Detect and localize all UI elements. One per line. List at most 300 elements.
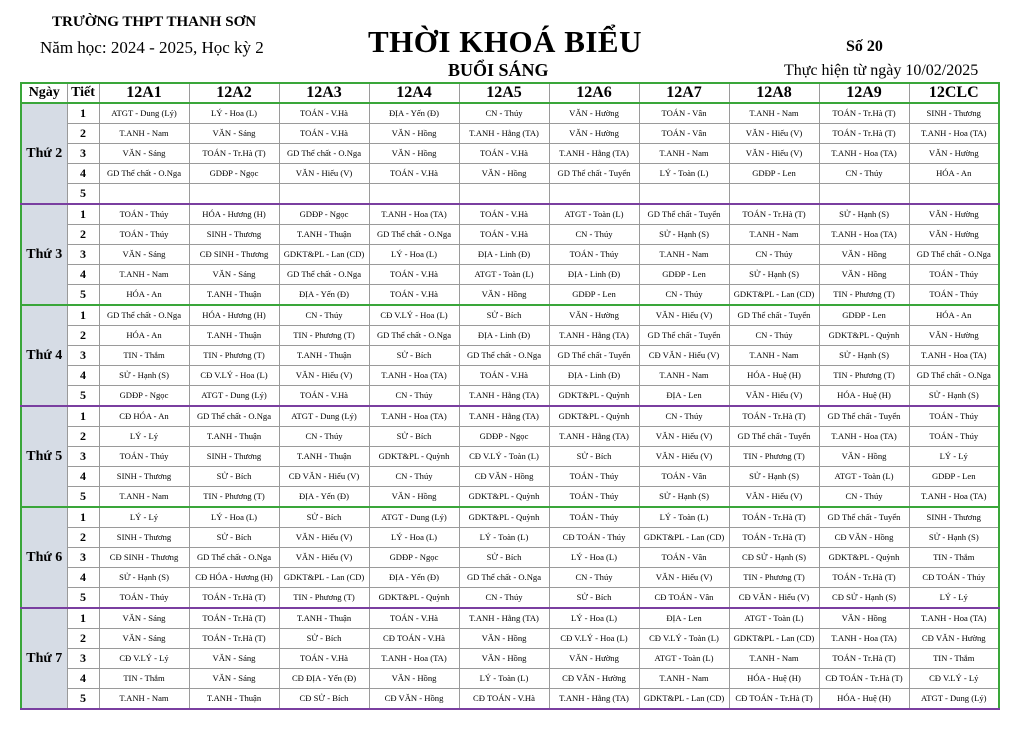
lesson-cell: LÝ - Lý: [909, 588, 999, 609]
period-number: 5: [67, 386, 99, 407]
lesson-cell: GD Thể chất - O.Nga: [459, 346, 549, 366]
lesson-cell: VĂN - Hồng: [459, 285, 549, 306]
lesson-cell: VĂN - Hiếu (V): [279, 548, 369, 568]
lesson-cell: CN - Thúy: [279, 305, 369, 326]
lesson-cell: T.ANH - Hoa (TA): [819, 225, 909, 245]
lesson-cell: T.ANH - Nam: [639, 144, 729, 164]
lesson-cell: LÝ - Lý: [99, 507, 189, 528]
period-number: 5: [67, 689, 99, 710]
lesson-cell: TOÁN - Thúy: [549, 507, 639, 528]
lesson-cell: GDĐP - Len: [549, 285, 639, 306]
lesson-cell: SỬ - Bích: [279, 629, 369, 649]
lesson-cell: TOÁN - Tr.Hà (T): [819, 103, 909, 124]
lesson-cell: T.ANH - Hoa (TA): [369, 366, 459, 386]
lesson-cell: VĂN - Hồng: [369, 144, 459, 164]
lesson-cell: TOÁN - V.Hà: [279, 649, 369, 669]
lesson-cell: SỬ - Bích: [459, 305, 549, 326]
lesson-cell: CĐ VĂN - Hồng: [459, 467, 549, 487]
lesson-cell: HÓA - An: [99, 326, 189, 346]
lesson-cell: GD Thể chất - O.Nga: [189, 406, 279, 427]
lesson-cell: LÝ - Hoa (L): [549, 608, 639, 629]
lesson-cell: GDĐP - Len: [729, 164, 819, 184]
lesson-cell: TOÁN - V.Hà: [459, 144, 549, 164]
period-number: 2: [67, 528, 99, 548]
lesson-cell: LÝ - Toàn (L): [639, 164, 729, 184]
day-label: Thứ 3: [21, 204, 67, 305]
lesson-cell: CĐ VĂN - Hường: [549, 669, 639, 689]
lesson-cell: CN - Thúy: [819, 487, 909, 508]
effective-date: Thực hiện từ ngày 10/02/2025: [784, 62, 979, 79]
lesson-cell: SINH - Thương: [909, 103, 999, 124]
lesson-cell: ĐỊA - Linh (Đ): [549, 366, 639, 386]
day-label: Thứ 5: [21, 406, 67, 507]
lesson-cell: T.ANH - Nam: [729, 346, 819, 366]
lesson-cell: CĐ V.LÝ - Hoa (L): [369, 305, 459, 326]
period-number: 3: [67, 548, 99, 568]
lesson-cell: T.ANH - Hoa (TA): [819, 427, 909, 447]
lesson-cell: SỬ - Bích: [279, 507, 369, 528]
lesson-cell: SỬ - Bích: [369, 346, 459, 366]
lesson-cell: ATGT - Toàn (L): [819, 467, 909, 487]
lesson-cell: SINH - Thương: [189, 225, 279, 245]
lesson-cell: T.ANH - Thuận: [279, 346, 369, 366]
lesson-cell: VĂN - Hiếu (V): [639, 447, 729, 467]
lesson-cell: ATGT - Dung (Lý): [909, 689, 999, 710]
lesson-cell: LÝ - Lý: [909, 447, 999, 467]
lesson-cell: TIN - Phương (T): [819, 285, 909, 306]
lesson-cell: T.ANH - Hoa (TA): [909, 124, 999, 144]
lesson-cell: T.ANH - Hằng (TA): [459, 608, 549, 629]
table-row: [21, 124, 999, 144]
page-title: THỜI KHOÁ BIỂU: [368, 24, 642, 59]
lesson-cell: CĐ ĐỊA - Yến (Đ): [279, 669, 369, 689]
period-number: 1: [67, 406, 99, 427]
timetable-header-row: [21, 83, 999, 103]
lesson-cell: CN - Thúy: [729, 245, 819, 265]
lesson-cell: T.ANH - Hằng (TA): [459, 406, 549, 427]
lesson-cell: TIN - Thắm: [909, 649, 999, 669]
lesson-cell: VĂN - Hiếu (V): [279, 366, 369, 386]
lesson-cell: VĂN - Hường: [909, 204, 999, 225]
lesson-cell: ATGT - Toàn (L): [459, 265, 549, 285]
table-row: [21, 164, 999, 184]
lesson-cell: TOÁN - V.Hà: [459, 225, 549, 245]
lesson-cell: TIN - Thắm: [99, 669, 189, 689]
lesson-cell: CĐ TOÁN - Thúy: [549, 528, 639, 548]
column-header-class: 12A7: [639, 83, 729, 103]
table-row: [21, 265, 999, 285]
table-row: [21, 467, 999, 487]
column-header-class: 12A2: [189, 83, 279, 103]
timetable-body: [21, 103, 999, 709]
lesson-cell: [459, 184, 549, 205]
lesson-cell: T.ANH - Nam: [729, 103, 819, 124]
lesson-cell: CĐ V.LÝ - Hoa (L): [189, 366, 279, 386]
lesson-cell: [729, 184, 819, 205]
lesson-cell: VĂN - Hồng: [459, 629, 549, 649]
lesson-cell: T.ANH - Hằng (TA): [549, 689, 639, 710]
lesson-cell: TOÁN - V.Hà: [369, 608, 459, 629]
lesson-cell: GDKT&PL - Lan (CD): [729, 629, 819, 649]
lesson-cell: CĐ VĂN - Hường: [909, 629, 999, 649]
lesson-cell: LÝ - Hoa (L): [189, 507, 279, 528]
lesson-cell: GDKT&PL - Quỳnh: [369, 588, 459, 609]
lesson-cell: VĂN - Sáng: [99, 629, 189, 649]
table-row: [21, 204, 999, 225]
lesson-cell: LÝ - Toàn (L): [459, 669, 549, 689]
column-header-period: Tiết: [67, 83, 99, 103]
lesson-cell: VĂN - Sáng: [189, 669, 279, 689]
lesson-cell: CN - Thúy: [459, 103, 549, 124]
period-number: 2: [67, 629, 99, 649]
lesson-cell: CĐ TOÁN - V.Hà: [369, 629, 459, 649]
lesson-cell: ATGT - Dung (Lý): [279, 406, 369, 427]
lesson-cell: TOÁN - Tr.Hà (T): [819, 568, 909, 588]
lesson-cell: VĂN - Hiếu (V): [279, 528, 369, 548]
lesson-cell: TOÁN - Thúy: [549, 487, 639, 508]
lesson-cell: TOÁN - Thúy: [99, 588, 189, 609]
lesson-cell: T.ANH - Nam: [99, 265, 189, 285]
lesson-cell: T.ANH - Hoa (TA): [909, 346, 999, 366]
lesson-cell: HÓA - Huệ (H): [729, 669, 819, 689]
lesson-cell: CN - Thúy: [639, 406, 729, 427]
lesson-cell: VĂN - Hồng: [819, 447, 909, 467]
lesson-cell: ĐỊA - Len: [639, 608, 729, 629]
lesson-cell: SỬ - Hạnh (S): [99, 568, 189, 588]
lesson-cell: VĂN - Sáng: [99, 144, 189, 164]
lesson-cell: GD Thể chất - Tuyển: [819, 507, 909, 528]
lesson-cell: SINH - Thương: [99, 467, 189, 487]
period-number: 3: [67, 346, 99, 366]
lesson-cell: T.ANH - Hoa (TA): [369, 406, 459, 427]
table-row: [21, 346, 999, 366]
lesson-cell: [369, 184, 459, 205]
lesson-cell: [549, 184, 639, 205]
lesson-cell: GD Thể chất - O.Nga: [279, 144, 369, 164]
lesson-cell: SỬ - Hạnh (S): [639, 225, 729, 245]
lesson-cell: GDĐP - Ngọc: [279, 204, 369, 225]
lesson-cell: CĐ V.LÝ - Toàn (L): [459, 447, 549, 467]
table-row: [21, 427, 999, 447]
lesson-cell: CĐ SỬ - Bích: [279, 689, 369, 710]
column-header-class: 12A4: [369, 83, 459, 103]
lesson-cell: T.ANH - Hoa (TA): [369, 204, 459, 225]
lesson-cell: T.ANH - Nam: [99, 124, 189, 144]
lesson-cell: CĐ VĂN - Hồng: [369, 689, 459, 710]
lesson-cell: CN - Thúy: [279, 427, 369, 447]
lesson-cell: ĐỊA - Len: [639, 386, 729, 407]
table-row: [21, 689, 999, 710]
lesson-cell: TOÁN - V.Hà: [369, 285, 459, 306]
table-row: [21, 447, 999, 467]
lesson-cell: TIN - Thắm: [99, 346, 189, 366]
lesson-cell: GD Thể chất - O.Nga: [189, 548, 279, 568]
lesson-cell: VĂN - Hồng: [819, 245, 909, 265]
lesson-cell: T.ANH - Hằng (TA): [459, 124, 549, 144]
lesson-cell: GDĐP - Len: [819, 305, 909, 326]
lesson-cell: TOÁN - Tr.Hà (T): [729, 406, 819, 427]
lesson-cell: T.ANH - Thuận: [279, 225, 369, 245]
lesson-cell: VĂN - Hiếu (V): [639, 305, 729, 326]
lesson-cell: T.ANH - Hằng (TA): [549, 427, 639, 447]
lesson-cell: T.ANH - Hằng (TA): [459, 386, 549, 407]
lesson-cell: TOÁN - V.Hà: [369, 164, 459, 184]
lesson-cell: TOÁN - Thúy: [909, 427, 999, 447]
lesson-cell: TIN - Phương (T): [279, 326, 369, 346]
lesson-cell: T.ANH - Nam: [639, 669, 729, 689]
lesson-cell: GDĐP - Ngọc: [369, 548, 459, 568]
lesson-cell: CĐ VĂN - Hiếu (V): [639, 346, 729, 366]
period-number: 2: [67, 427, 99, 447]
lesson-cell: GD Thể chất - O.Nga: [369, 225, 459, 245]
period-number: 1: [67, 608, 99, 629]
lesson-cell: GD Thể chất - O.Nga: [279, 265, 369, 285]
lesson-cell: SỬ - Hạnh (S): [819, 204, 909, 225]
lesson-cell: T.ANH - Nam: [99, 487, 189, 508]
lesson-cell: VĂN - Hường: [549, 305, 639, 326]
lesson-cell: ATGT - Toàn (L): [729, 608, 819, 629]
lesson-cell: VĂN - Hiếu (V): [639, 427, 729, 447]
lesson-cell: TIN - Phương (T): [189, 346, 279, 366]
period-number: 4: [67, 467, 99, 487]
lesson-cell: TOÁN - V.Hà: [279, 103, 369, 124]
lesson-cell: [99, 184, 189, 205]
lesson-cell: GDKT&PL - Quỳnh: [459, 487, 549, 508]
lesson-cell: ĐỊA - Yến (Đ): [369, 568, 459, 588]
lesson-cell: GD Thể chất - Tuyển: [729, 305, 819, 326]
table-row: [21, 507, 999, 528]
lesson-cell: VĂN - Hường: [549, 124, 639, 144]
lesson-cell: TOÁN - Thúy: [909, 265, 999, 285]
lesson-cell: TOÁN - Tr.Hà (T): [729, 204, 819, 225]
lesson-cell: CĐ SỬ - Hạnh (S): [819, 588, 909, 609]
lesson-cell: LÝ - Hoa (L): [369, 245, 459, 265]
lesson-cell: TIN - Phương (T): [189, 487, 279, 508]
period-number: 4: [67, 669, 99, 689]
lesson-cell: VĂN - Sáng: [189, 124, 279, 144]
period-number: 4: [67, 164, 99, 184]
lesson-cell: VĂN - Hường: [549, 103, 639, 124]
lesson-cell: GDKT&PL - Quỳnh: [369, 447, 459, 467]
lesson-cell: CĐ SINH - Thương: [99, 548, 189, 568]
lesson-cell: T.ANH - Thuận: [189, 326, 279, 346]
table-row: [21, 548, 999, 568]
lesson-cell: ĐỊA - Linh (Đ): [549, 265, 639, 285]
lesson-cell: TOÁN - Thúy: [99, 204, 189, 225]
lesson-cell: VĂN - Hường: [909, 225, 999, 245]
lesson-cell: CĐ TOÁN - Tr.Hà (T): [729, 689, 819, 710]
lesson-cell: LÝ - Hoa (L): [189, 103, 279, 124]
lesson-cell: TOÁN - V.Hà: [459, 366, 549, 386]
column-header-class: 12A5: [459, 83, 549, 103]
lesson-cell: VĂN - Hiếu (V): [729, 487, 819, 508]
table-row: [21, 386, 999, 407]
lesson-cell: TOÁN - Tr.Hà (T): [189, 608, 279, 629]
period-number: 2: [67, 225, 99, 245]
lesson-cell: HÓA - Huệ (H): [819, 386, 909, 407]
lesson-cell: VĂN - Sáng: [189, 265, 279, 285]
lesson-cell: ATGT - Toàn (L): [549, 204, 639, 225]
lesson-cell: GD Thể chất - O.Nga: [909, 366, 999, 386]
lesson-cell: TOÁN - Thúy: [549, 245, 639, 265]
lesson-cell: VĂN - Hồng: [819, 265, 909, 285]
table-row: [21, 588, 999, 609]
lesson-cell: GD Thể chất - Tuyển: [729, 427, 819, 447]
lesson-cell: VĂN - Sáng: [189, 649, 279, 669]
lesson-cell: VĂN - Hiếu (V): [639, 568, 729, 588]
table-row: [21, 245, 999, 265]
lesson-cell: ĐỊA - Yến (Đ): [369, 103, 459, 124]
lesson-cell: CĐ SỬ - Hạnh (S): [729, 548, 819, 568]
lesson-cell: TOÁN - Vân: [639, 548, 729, 568]
lesson-cell: SỬ - Bích: [549, 447, 639, 467]
lesson-cell: T.ANH - Nam: [729, 225, 819, 245]
lesson-cell: T.ANH - Nam: [729, 649, 819, 669]
lesson-cell: CN - Thúy: [729, 326, 819, 346]
lesson-cell: CĐ HÓA - An: [99, 406, 189, 427]
period-number: 3: [67, 649, 99, 669]
lesson-cell: GDĐP - Len: [639, 265, 729, 285]
lesson-cell: GD Thể chất - O.Nga: [369, 326, 459, 346]
column-header-class: 12A3: [279, 83, 369, 103]
period-number: 5: [67, 184, 99, 205]
lesson-cell: CĐ TOÁN - Vân: [639, 588, 729, 609]
table-row: [21, 669, 999, 689]
lesson-cell: GDKT&PL - Lan (CD): [279, 245, 369, 265]
lesson-cell: TOÁN - Tr.Hà (T): [819, 649, 909, 669]
lesson-cell: SỬ - Bích: [459, 548, 549, 568]
period-number: 1: [67, 103, 99, 124]
lesson-cell: [909, 184, 999, 205]
lesson-cell: HÓA - Huệ (H): [819, 689, 909, 710]
lesson-cell: CN - Thúy: [459, 588, 549, 609]
lesson-cell: ĐỊA - Yến (Đ): [279, 487, 369, 508]
lesson-cell: GDĐP - Len: [909, 467, 999, 487]
lesson-cell: GD Thể chất - O.Nga: [99, 305, 189, 326]
period-number: 5: [67, 285, 99, 306]
day-label: Thứ 7: [21, 608, 67, 709]
column-header-class: 12A8: [729, 83, 819, 103]
lesson-cell: SINH - Thương: [909, 507, 999, 528]
lesson-cell: VĂN - Hiếu (V): [729, 144, 819, 164]
lesson-cell: ATGT - Toàn (L): [639, 649, 729, 669]
lesson-cell: GD Thể chất - Tuyển: [639, 326, 729, 346]
school-year: Năm học: 2024 - 2025, Học kỳ 2: [40, 38, 264, 57]
lesson-cell: GD Thể chất - O.Nga: [459, 568, 549, 588]
lesson-cell: VĂN - Hường: [909, 326, 999, 346]
lesson-cell: CN - Thúy: [639, 285, 729, 306]
lesson-cell: LÝ - Lý: [99, 427, 189, 447]
lesson-cell: SỬ - Bích: [369, 427, 459, 447]
column-header-class: 12CLC: [909, 83, 999, 103]
lesson-cell: VĂN - Hường: [909, 144, 999, 164]
school-name: TRƯỜNG THPT THANH SƠN: [52, 14, 257, 30]
table-row: [21, 366, 999, 386]
table-row: [21, 629, 999, 649]
period-number: 5: [67, 487, 99, 508]
table-row: [21, 487, 999, 508]
lesson-cell: SỬ - Bích: [189, 467, 279, 487]
lesson-cell: CĐ V.LÝ - Hoa (L): [549, 629, 639, 649]
lesson-cell: [279, 184, 369, 205]
lesson-cell: SỬ - Hạnh (S): [729, 265, 819, 285]
lesson-cell: CĐ HÓA - Hương (H): [189, 568, 279, 588]
column-header-class: 12A9: [819, 83, 909, 103]
lesson-cell: TOÁN - Thúy: [909, 406, 999, 427]
lesson-cell: T.ANH - Thuận: [279, 608, 369, 629]
table-row: [21, 649, 999, 669]
lesson-cell: TOÁN - Tr.Hà (T): [189, 629, 279, 649]
table-row: [21, 608, 999, 629]
lesson-cell: HÓA - An: [909, 164, 999, 184]
lesson-cell: ATGT - Dung (Lý): [99, 103, 189, 124]
lesson-cell: VĂN - Hồng: [369, 669, 459, 689]
lesson-cell: T.ANH - Hằng (TA): [549, 326, 639, 346]
lesson-cell: T.ANH - Hoa (TA): [369, 649, 459, 669]
lesson-cell: T.ANH - Thuận: [189, 689, 279, 710]
table-row: [21, 144, 999, 164]
period-number: 5: [67, 588, 99, 609]
lesson-cell: CĐ TOÁN - Tr.Hà (T): [819, 669, 909, 689]
lesson-cell: CN - Thúy: [549, 568, 639, 588]
lesson-cell: GD Thể chất - Tuyển: [819, 406, 909, 427]
lesson-cell: GDKT&PL - Lan (CD): [279, 568, 369, 588]
lesson-cell: CĐ VĂN - Hiếu (V): [279, 467, 369, 487]
lesson-cell: SINH - Thương: [99, 528, 189, 548]
lesson-cell: T.ANH - Nam: [99, 689, 189, 710]
lesson-cell: VĂN - Hiếu (V): [729, 124, 819, 144]
period-number: 3: [67, 144, 99, 164]
lesson-cell: GDKT&PL - Quỳnh: [549, 406, 639, 427]
lesson-cell: SỬ - Hạnh (S): [729, 467, 819, 487]
lesson-cell: GD Thể chất - Tuyển: [549, 346, 639, 366]
table-row: [21, 528, 999, 548]
lesson-cell: TOÁN - Tr.Hà (T): [189, 588, 279, 609]
lesson-cell: T.ANH - Hằng (TA): [549, 144, 639, 164]
lesson-cell: GDĐP - Ngọc: [99, 386, 189, 407]
lesson-cell: GDKT&PL - Lan (CD): [639, 689, 729, 710]
lesson-cell: SỬ - Hạnh (S): [909, 528, 999, 548]
lesson-cell: GD Thể chất - O.Nga: [909, 245, 999, 265]
lesson-cell: TIN - Phương (T): [279, 588, 369, 609]
lesson-cell: SỬ - Bích: [189, 528, 279, 548]
lesson-cell: SỬ - Bích: [549, 588, 639, 609]
lesson-cell: VĂN - Hồng: [819, 608, 909, 629]
lesson-cell: SỬ - Hạnh (S): [639, 487, 729, 508]
lesson-cell: TOÁN - Thúy: [99, 225, 189, 245]
lesson-cell: ĐỊA - Linh (Đ): [459, 245, 549, 265]
lesson-cell: CN - Thúy: [369, 386, 459, 407]
table-row: [21, 326, 999, 346]
lesson-cell: TOÁN - V.Hà: [279, 124, 369, 144]
period-number: 2: [67, 326, 99, 346]
lesson-cell: HÓA - An: [909, 305, 999, 326]
lesson-cell: GD Thể chất - Tuyển: [639, 204, 729, 225]
lesson-cell: [639, 184, 729, 205]
table-row: [21, 103, 999, 124]
lesson-cell: TOÁN - V.Hà: [459, 204, 549, 225]
period-number: 1: [67, 204, 99, 225]
lesson-cell: TOÁN - Tr.Hà (T): [729, 507, 819, 528]
column-header-day: Ngày: [21, 83, 67, 103]
lesson-cell: T.ANH - Hoa (TA): [909, 608, 999, 629]
table-row: [21, 406, 999, 427]
lesson-cell: TIN - Phương (T): [729, 568, 819, 588]
lesson-cell: GD Thể chất - O.Nga: [99, 164, 189, 184]
lesson-cell: LÝ - Hoa (L): [549, 548, 639, 568]
lesson-cell: T.ANH - Hoa (TA): [819, 629, 909, 649]
lesson-cell: VĂN - Hiếu (V): [279, 164, 369, 184]
